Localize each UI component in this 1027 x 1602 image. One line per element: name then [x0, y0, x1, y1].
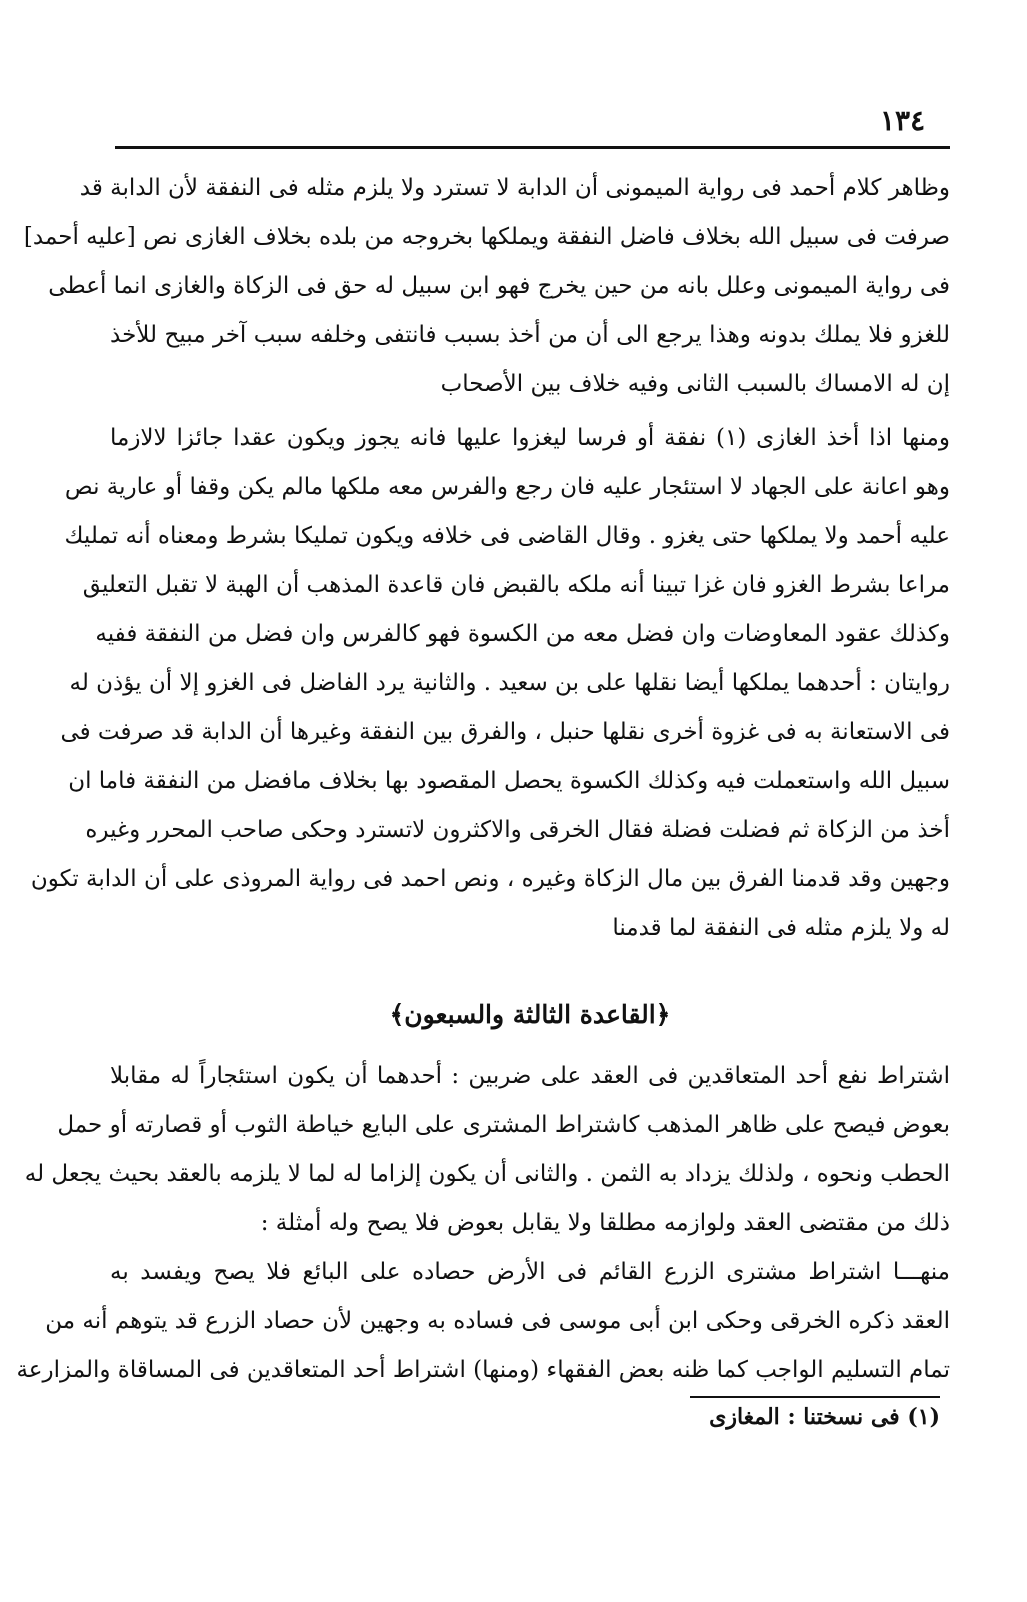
- text-line: إن له الامساك بالسبب الثانى وفيه خلاف بين الأصحاب: [440, 371, 950, 397]
- paragraph-1: [23, 164, 950, 409]
- paragraph-2: [30, 414, 950, 953]
- text-line: فى رواية الميمونى وعلل بانه من حين يخرج فهو ابن سبيل له حق فى الزكاة والغازى انما أعطى: [48, 273, 950, 299]
- text-line: فى الاستعانة به فى غزوة أخرى نقلها حنبل ، والفرق بين النفقة وغيرها أن الدابة قد صرفت فى: [60, 719, 950, 745]
- text-line: وجهين وقد قدمنا الفرق بين مال الزكاة وغيره ، ونص احمد فى رواية المروذى على أن الدابة تكون: [30, 866, 950, 892]
- text-line: ومنها اذا أخذ الغازى (١) نفقة أو فرسا ليغزوا عليها فانه يجوز ويكون عقدا جائزا لالازما: [110, 425, 950, 451]
- text-line: تمام التسليم الواجب كما ظنه بعض الفقهاء (ومنها) اشتراط أحد المتعاقدين فى المساقاة والمزارعة: [16, 1357, 950, 1383]
- text-line: وظاهر كلام أحمد فى رواية الميمونى أن الدابة لا تسترد ولا يلزم مثله فى النفقة لأن الدابة قد: [79, 175, 950, 201]
- text-line: بعوض فيصح على ظاهر المذهب كاشتراط المشترى على البايع خياطة الثوب أو قصارته أو حمل: [57, 1112, 950, 1138]
- header-rule: [115, 146, 950, 149]
- text-line: مراعا بشرط الغزو فان غزا تبينا أنه ملكه بالقبض فان قاعدة المذهب أن الهبة لا تقبل التعليق: [82, 572, 950, 598]
- text-line: للغزو فلا يملك بدونه وهذا يرجع الى أن من أخذ بسبب فانتفى وخلفه سبب آخر مبيح للأخذ: [110, 322, 950, 348]
- text-line: وهو اعانة على الجهاد لا استئجار عليه فان رجع والفرس معه ملكها مالم يكن وقفا أو عارية نص: [64, 474, 950, 500]
- text-line: له ولا يلزم مثله فى النفقة لما قدمنا: [612, 915, 950, 941]
- paragraph-4: [16, 1248, 950, 1395]
- footnote: (١) فى نسختنا : المغازى: [709, 1404, 940, 1430]
- text-line: العقد ذكره الخرقى وحكى ابن أبى موسى فى فساده به وجهين لأن حصاد الزرع قد يتوهم أنه من: [45, 1308, 950, 1334]
- text-line: منهـــا اشتراط مشترى الزرع القائم فى الأرض حصاده على البائع فلا يصح ويفسد به: [110, 1259, 950, 1285]
- text-line: وكذلك عقود المعاوضات وان فضل معه من الكسوة فهو كالفرس وان فضل من النفقة ففيه: [95, 621, 950, 647]
- paragraph-3: [24, 1052, 950, 1248]
- text-line: اشتراط نفع أحد المتعاقدين فى العقد على ضربين : أحدهما أن يكون استئجاراً له مقابلا: [110, 1063, 950, 1089]
- text-line: سبيل الله واستعملت فيه وكذلك الكسوة يحصل المقصود بها بخلاف مافضل من النفقة فاما ان: [68, 768, 950, 794]
- text-line: الحطب ونحوه ، ولذلك يزداد به الثمن . والثانى أن يكون إلزاما له لما لا يلزمه بالعقد بحيث يجعل له: [24, 1161, 950, 1187]
- section-heading: ﴿القاعدة الثالثة والسبعون﴾: [389, 1000, 671, 1029]
- text-line: صرفت فى سبيل الله بخلاف فاضل النفقة ويملكها بخروجه من بلده بخلاف الغازى نص [عليه أحمد]: [23, 224, 950, 250]
- footnote-rule: [690, 1396, 940, 1398]
- page-number: ١٣٤: [880, 104, 926, 137]
- text-line: روايتان : أحدهما يملكها أيضا نقلها على بن سعيد . والثانية يرد الفاضل فى الغزو إلا أن يؤذن له: [69, 670, 950, 696]
- text-line: أخذ من الزكاة ثم فضلت فضلة فقال الخرقى والاكثرون لاتسترد وحكى صاحب المحرر وغيره: [85, 817, 950, 843]
- text-line: عليه أحمد ولا يملكها حتى يغزو . وقال القاضى فى خلافه ويكون تمليكا بشرط ومعناه أنه تمليك: [64, 523, 950, 549]
- text-line: ذلك من مقتضى العقد ولوازمه مطلقا ولا يقابل بعوض فلا يصح وله أمثلة :: [260, 1210, 950, 1236]
